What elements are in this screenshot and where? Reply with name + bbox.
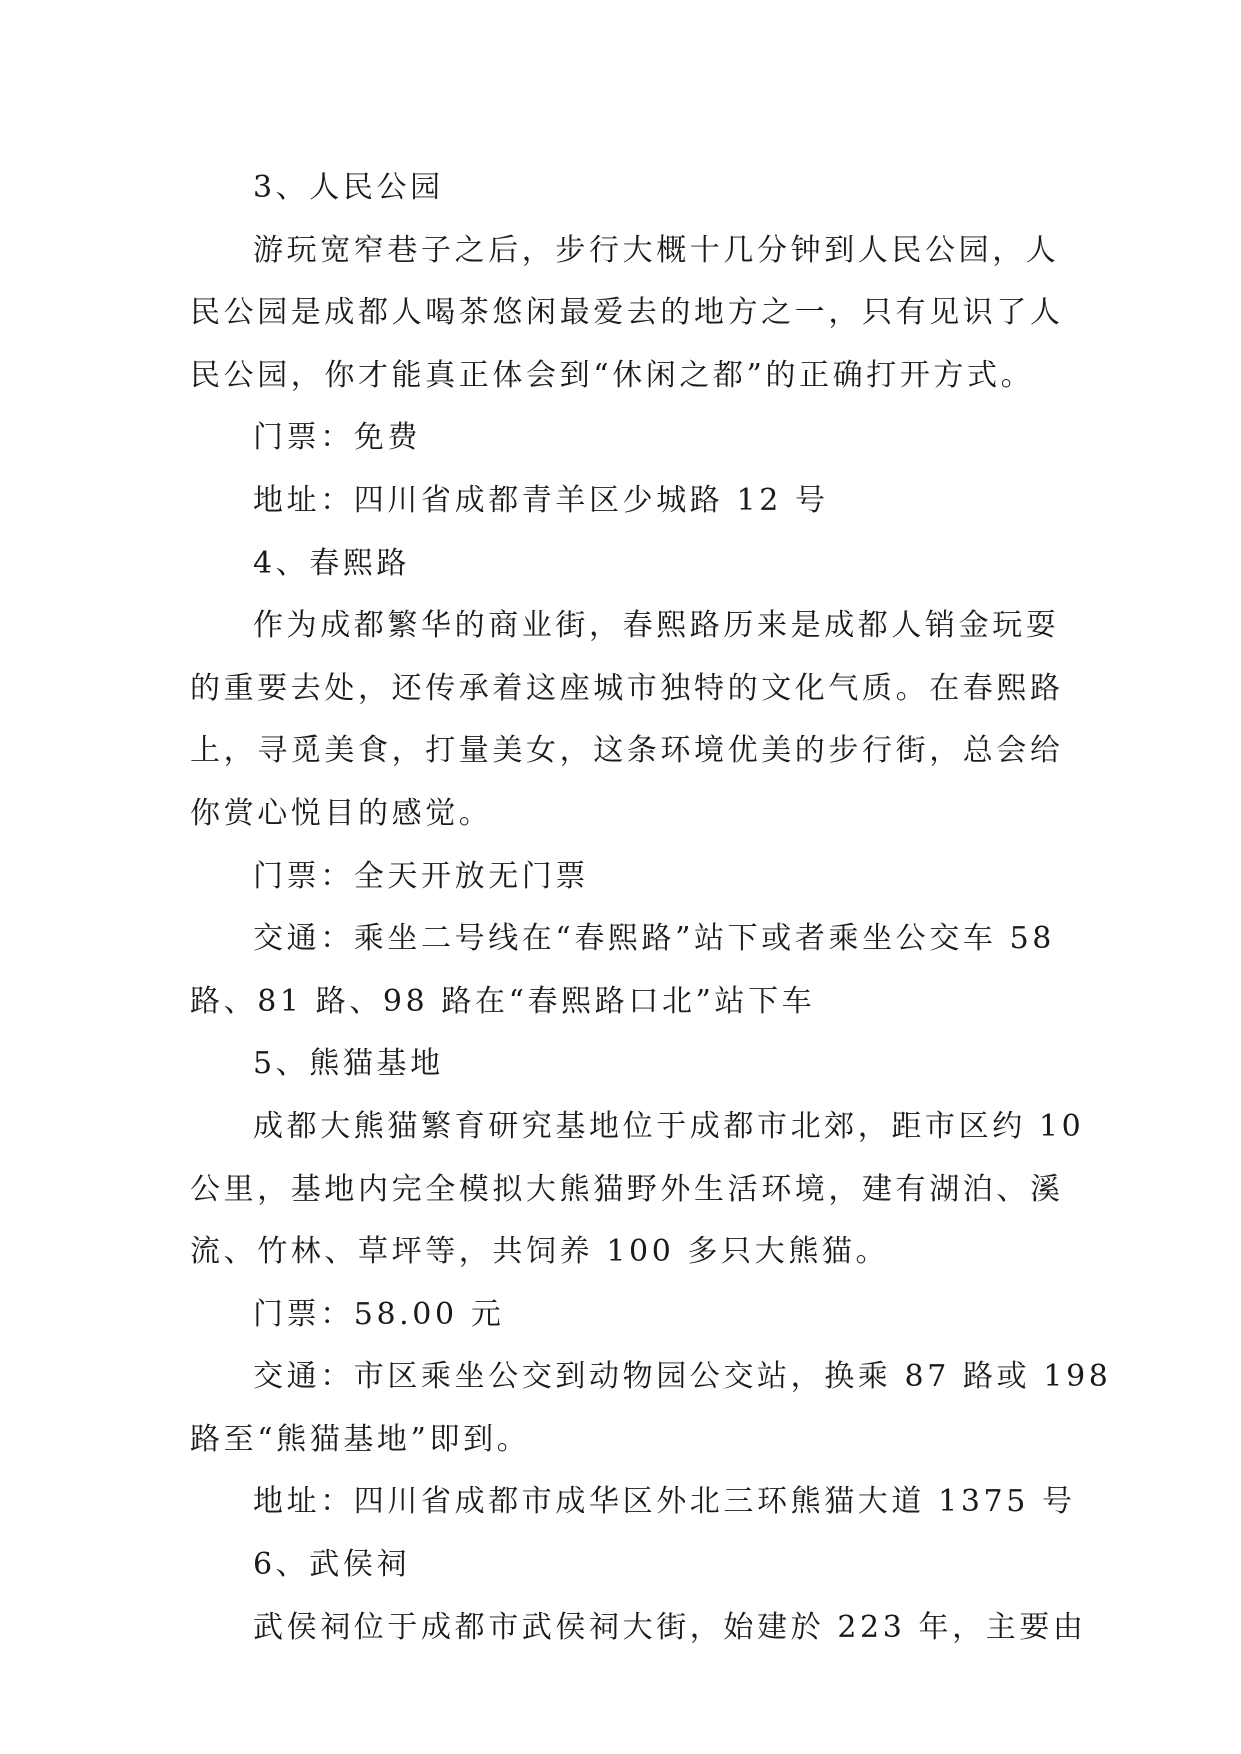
- paragraph-line: 的重要去处，还传承着这座城市独特的文化气质。在春熙路: [190, 670, 1064, 706]
- paragraph-line: 你赏心悦目的感觉。: [190, 795, 493, 831]
- section-heading-chunxi-road: 4、春熙路: [253, 545, 411, 581]
- address-info: 地址：四川省成都市成华区外北三环熊猫大道 1375 号: [253, 1484, 1076, 1520]
- paragraph-line: 流、竹林、草坪等，共饲养 100 多只大熊猫。: [190, 1234, 890, 1270]
- section-heading-people-park: 3、人民公园: [253, 170, 444, 205]
- transport-info: 交通：市区乘坐公交到动物园公交站，换乘 87 路或 198: [253, 1359, 1112, 1395]
- ticket-info: 门票：全天开放无门票: [253, 858, 589, 894]
- transport-info: 路至“熊猫基地”即到。: [190, 1421, 531, 1457]
- paragraph-line: 武侯祠位于成都市武侯祠大街，始建於 223 年，主要由: [253, 1609, 1087, 1645]
- section-heading-panda-base: 5、熊猫基地: [253, 1046, 444, 1082]
- address-info: 地址：四川省成都青羊区少城路 12 号: [253, 482, 829, 518]
- paragraph-line: 民公园是成都人喝茶悠闲最爱去的地方之一，只有见识了人: [190, 295, 1064, 331]
- ticket-info: 门票：58.00 元: [253, 1296, 505, 1332]
- paragraph-line: 上，寻觅美食，打量美女，这条环境优美的步行街，总会给: [190, 733, 1064, 769]
- transport-info: 路、81 路、98 路在“春熙路口北”站下车: [190, 983, 816, 1019]
- ticket-info: 门票：免费: [253, 420, 421, 456]
- paragraph-line: 作为成都繁华的商业街，春熙路历来是成都人销金玩耍: [253, 608, 1060, 644]
- paragraph-line: 游玩宽窄巷子之后，步行大概十几分钟到人民公园，人: [253, 232, 1060, 268]
- transport-info: 交通：乘坐二号线在“春熙路”站下或者乘坐公交车 58: [253, 921, 1055, 957]
- paragraph-line: 公里，基地内完全模拟大熊猫野外生活环境，建有湖泊、溪: [190, 1171, 1064, 1207]
- section-heading-wuhou-shrine: 6、武侯祠: [253, 1547, 411, 1583]
- paragraph-line: 民公园，你才能真正体会到“休闲之都”的正确打开方式。: [190, 357, 1035, 393]
- paragraph-line: 成都大熊猫繁育研究基地位于成都市北郊，距市区约 10: [253, 1108, 1085, 1144]
- document-body: [190, 157, 1112, 1659]
